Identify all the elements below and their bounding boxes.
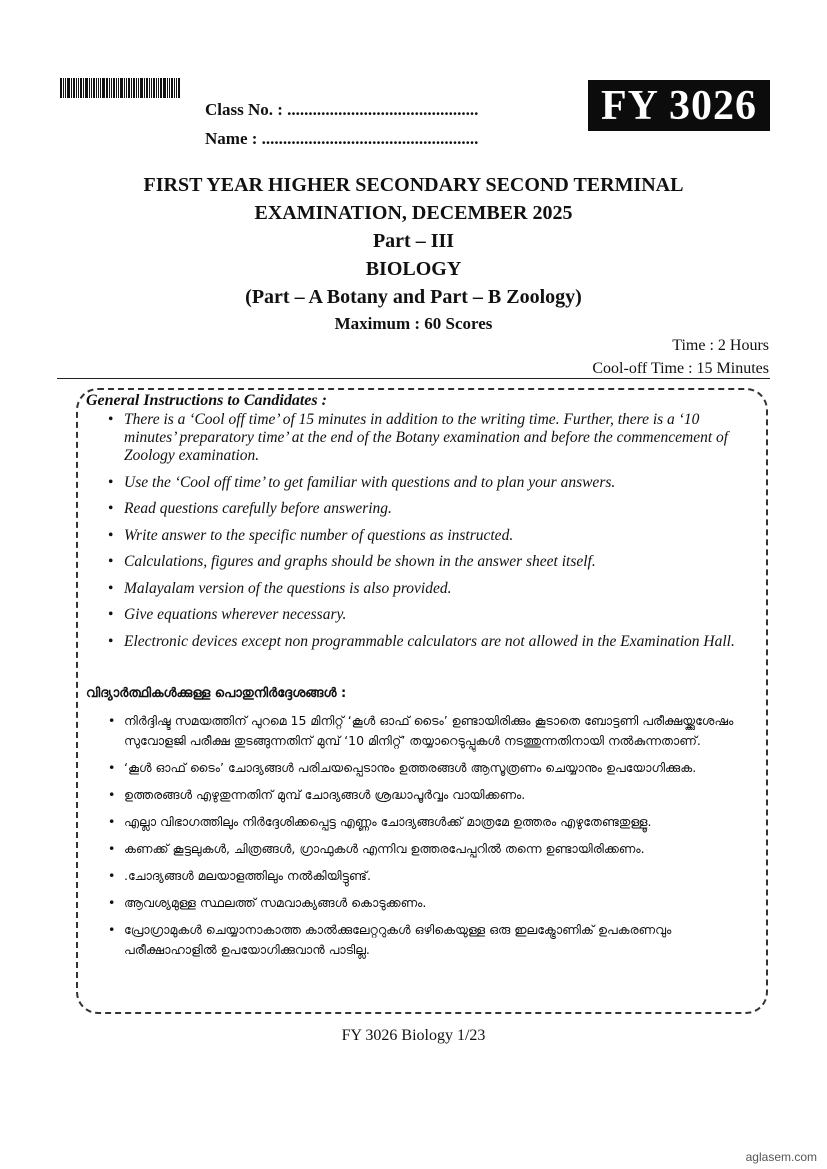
list-item: • എല്ലാ വിഭാഗത്തിലും നിർദ്ദേശിക്കപ്പെട്ട എണ്ണം ചോദ്യങ്ങൾക്ക് മാത്രമേ ഉത്തരം എഴുതേണ്ടതുള്ളൂ.	[106, 812, 754, 832]
list-item: • Calculations, figures and graphs should be shown in the answer sheet itself.	[106, 553, 746, 571]
list-item: • .ചോദ്യങ്ങൾ മലയാളത്തിലും നൽകിയിട്ടുണ്ട്.	[106, 866, 754, 886]
malayalam-instructions-heading: വിദ്യാർത്ഥികൾക്കുള്ള പൊതുനിർദ്ദേശങ്ങൾ :	[86, 686, 347, 701]
list-item: • Write answer to the specific number of questions as instructed.	[106, 527, 746, 545]
list-item: • ആവശ്യമുള്ള സ്ഥലത്ത് സമവാക്യങ്ങൾ കൊടുക്കണം.	[106, 893, 754, 913]
watermark-text: aglasem.com	[745, 1150, 817, 1164]
list-item: • പ്രോഗ്രാമുകൾ ചെയ്യാനാകാത്ത കാൽക്കുലേറ്ററുകൾ ഒഴികെയുള്ള ഒരു ഇലക്ട്രോണിക് ഉപകരണവും പരീക്ഷാഹാളിൽ ഉപയോഗിക്കുവാൻ പാടില്ല.	[106, 920, 754, 960]
paper-code-badge: FY 3026	[588, 80, 770, 131]
list-item: • Read questions carefully before answering.	[106, 500, 746, 518]
exam-title-line1: FIRST YEAR HIGHER SECONDARY SECOND TERMINAL	[143, 174, 684, 196]
subject-title: BIOLOGY	[365, 258, 462, 280]
list-item: • There is a ‘Cool off time’ of 15 minutes in addition to the writing time. Further, there is a ‘10 minutes’ preparatory time’ at the end of the Botany examination and before the commencement of Zoology examination.	[106, 411, 746, 465]
list-item: • കണക്ക് കൂട്ടലുകൾ, ചിത്രങ്ങൾ, ഗ്രാഫുകൾ എന്നിവ ഉത്തരപേപ്പറിൽ തന്നെ ഉണ്ടായിരിക്കണം.	[106, 839, 754, 859]
list-item: • ‘കൂൾ ഓഫ് ടൈം’ ചോദ്യങ്ങൾ പരിചയപ്പെടാനും ഉത്തരങ്ങൾ ആസൂത്രണം ചെയ്യാനും ഉപയോഗിക്കുക.	[106, 758, 754, 778]
list-item: • ഉത്തരങ്ങൾ എഴുതുന്നതിന് മുമ്പ് ചോദ്യങ്ങൾ ശ്രദ്ധാപൂർവ്വം വായിക്കണം.	[106, 785, 754, 805]
list-item: • Electronic devices except non programmable calculators are not allowed in the Examination Hall.	[106, 633, 746, 651]
list-item: • Use the ‘Cool off time’ to get familiar with questions and to plan your answers.	[106, 474, 746, 492]
time-label: Time : 2 Hours	[672, 337, 769, 354]
list-item: • Give equations wherever necessary.	[106, 606, 746, 624]
list-item: • നിർദ്ദിഷ്ട സമയത്തിന് പുറമെ 15 മിനിറ്റ് ‘കൂൾ ഓഫ് ടൈം’ ഉണ്ടായിരിക്കും കൂടാതെ ബോട്ടണി പരീക്ഷയ്ക്കുശേഷം സുവോളജി പരീക്ഷ തുടങ്ങുന്നതിന് മുമ്പ് ‘10 മിനിറ്റ്’ തയ്യാറെടുപ്പുകൾ നടത്തുന്നതിനായി നൽകുന്നതാണ്.	[106, 711, 754, 751]
barcode	[60, 78, 188, 98]
malayalam-instructions-list	[106, 711, 754, 967]
class-no-field: Class No. : .............................................	[205, 100, 479, 119]
page-footer: FY 3026 Biology 1/23	[341, 1027, 486, 1044]
list-item: • Malayalam version of the questions is also provided.	[106, 580, 746, 598]
name-field: Name : ...................................................	[205, 129, 479, 148]
english-instructions-heading: General Instructions to Candidates :	[86, 392, 327, 409]
divider	[57, 378, 770, 379]
sub-parts: (Part – A Botany and Part – B Zoology)	[245, 286, 582, 308]
max-score: Maximum : 60 Scores	[334, 314, 493, 333]
english-instructions-list	[106, 411, 746, 659]
part-label: Part – III	[372, 230, 455, 252]
cool-off-label: Cool-off Time : 15 Minutes	[592, 360, 769, 377]
exam-title-line2: EXAMINATION, DECEMBER 2025	[254, 202, 573, 224]
